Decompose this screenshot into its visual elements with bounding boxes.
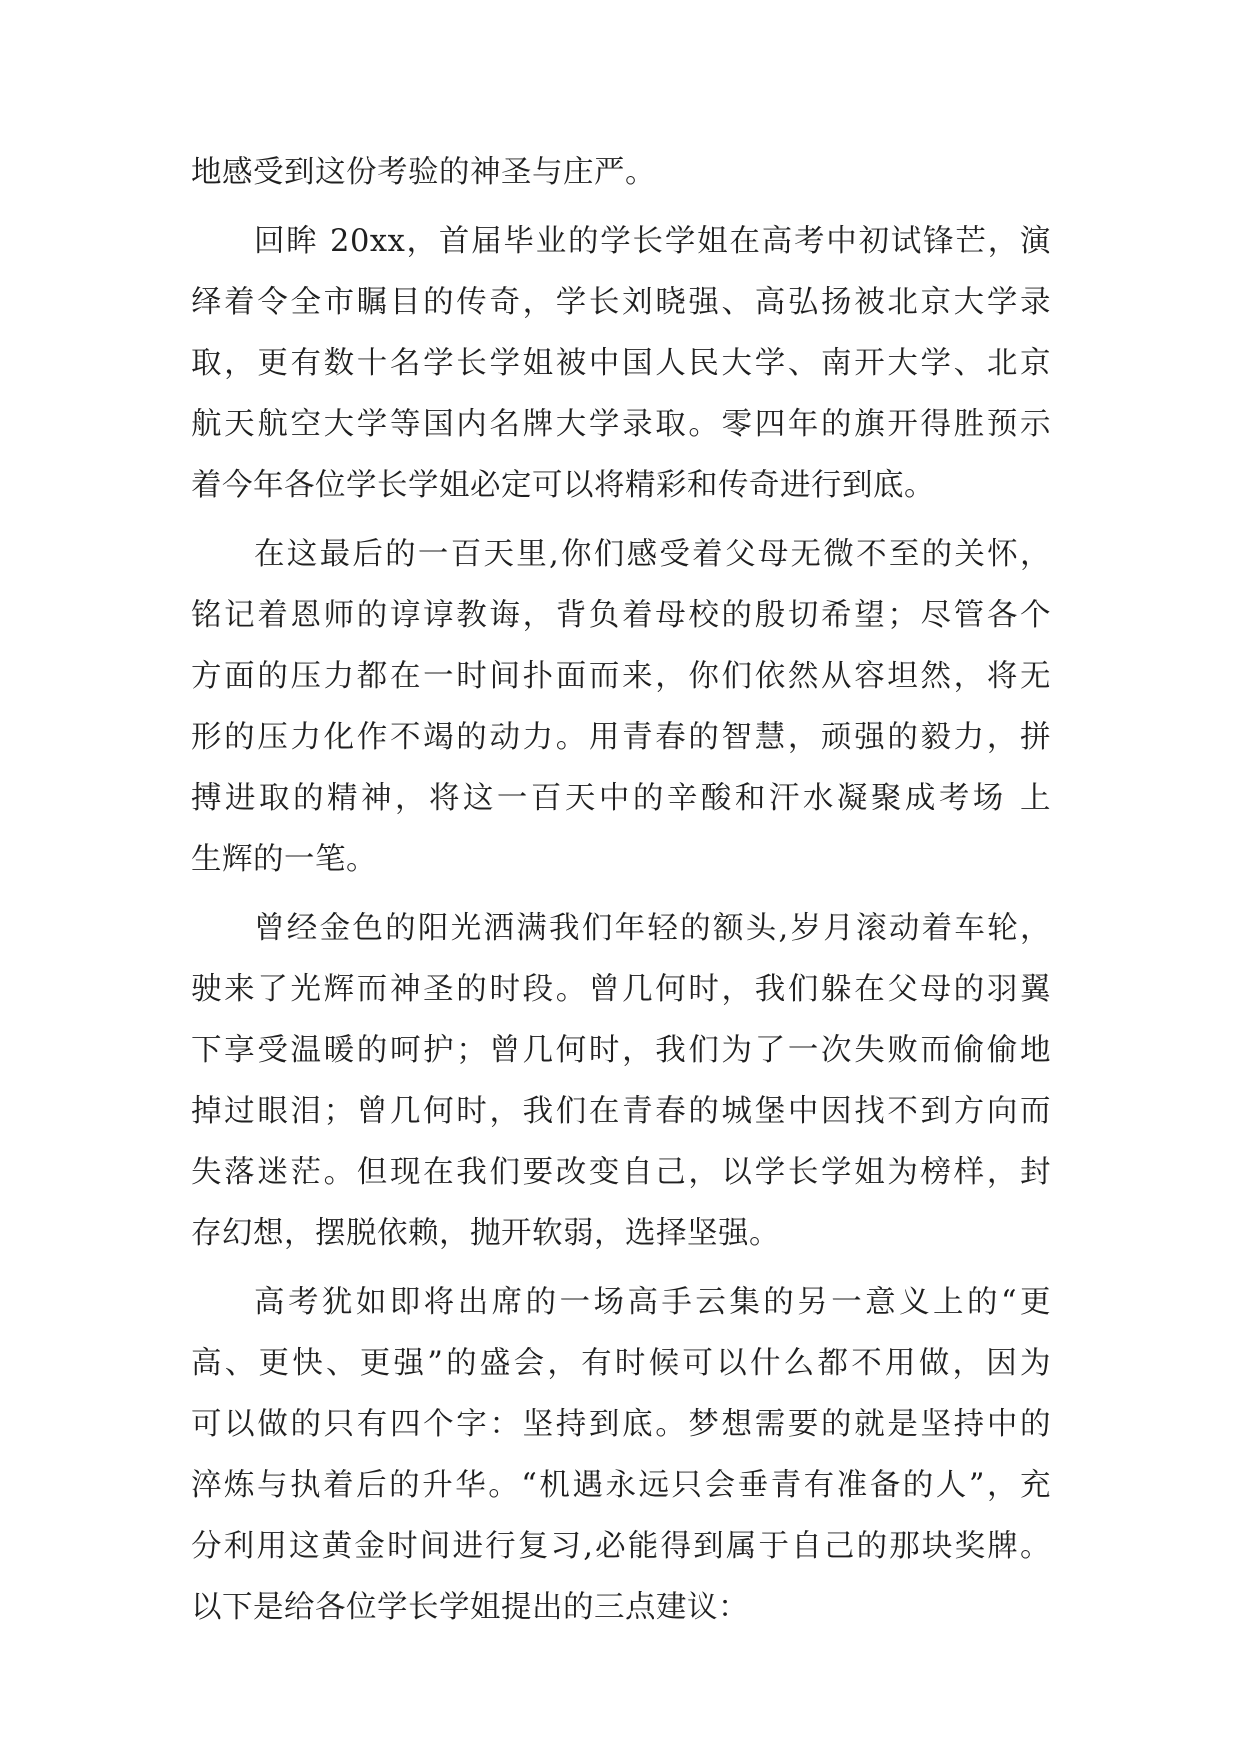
paragraph	[191, 142, 1051, 203]
text-line: 下享受温暖的呵护；曾几何时，我们为了一次失败而偷偷地	[191, 1033, 1051, 1068]
text-line: 航天航空大学等国内名牌大学录取。零四年的旗开得胜预示	[191, 407, 1051, 442]
text-line: 高考犹如即将出席的一场高手云集的另一意义上的“更	[254, 1285, 1051, 1320]
text-line: 以下是给各位学长学姐提出的三点建议：	[191, 1590, 749, 1625]
text-line: 形的压力化作不竭的动力。用青春的智慧，顽强的毅力，拼	[191, 720, 1051, 755]
text-line: 高、更快、更强”的盛会，有时候可以什么都不用做，因为	[191, 1346, 1051, 1381]
text-line: 取，更有数十名学长学姐被中国人民大学、南开大学、北京	[191, 346, 1051, 381]
text-line: 绎着令全市瞩目的传奇，学长刘晓强、高弘扬被北京大学录	[191, 285, 1051, 320]
text-line: 淬炼与执着后的升华。“机遇永远只会垂青有准备的人”，充	[191, 1468, 1051, 1503]
paragraph	[191, 898, 1051, 1264]
text-line: 在这最后的一百天里,你们感受着父母无微不至的关怀，	[254, 537, 1051, 572]
document-body	[191, 142, 1051, 1638]
text-line: 着今年各位学长学姐必定可以将精彩和传奇进行到底。	[191, 468, 935, 503]
text-line: 地感受到这份考验的神圣与庄严。	[191, 155, 656, 190]
text-line: 生辉的一笔。	[191, 842, 377, 877]
paragraph	[191, 211, 1051, 516]
text-line: 方面的压力都在一时间扑面而来，你们依然从容坦然，将无	[191, 659, 1051, 694]
text-line: 铭记着恩师的谆谆教诲，背负着母校的殷切希望；尽管各个	[191, 598, 1051, 633]
text-line: 失落迷茫。但现在我们要改变自己，以学长学姐为榜样，封	[191, 1155, 1051, 1190]
text-line: 可以做的只有四个字：坚持到底。梦想需要的就是坚持中的	[191, 1407, 1051, 1442]
text-line: 搏进取的精神，将这一百天中的辛酸和汗水凝聚成考场 上	[191, 781, 1051, 816]
text-line: 分利用这黄金时间进行复习,必能得到属于自己的那块奖牌。	[191, 1529, 1051, 1564]
paragraph	[191, 524, 1051, 890]
paragraph	[191, 1272, 1051, 1638]
text-line: 回眸 20xx，首届毕业的学长学姐在高考中初试锋芒，演	[254, 224, 1051, 259]
text-line: 存幻想，摆脱依赖，抛开软弱，选择坚强。	[191, 1216, 780, 1251]
text-line: 掉过眼泪；曾几何时，我们在青春的城堡中因找不到方向而	[191, 1094, 1051, 1129]
text-line: 曾经金色的阳光洒满我们年轻的额头,岁月滚动着车轮，	[254, 911, 1051, 946]
text-line: 驶来了光辉而神圣的时段。曾几何时，我们躲在父母的羽翼	[191, 972, 1051, 1007]
